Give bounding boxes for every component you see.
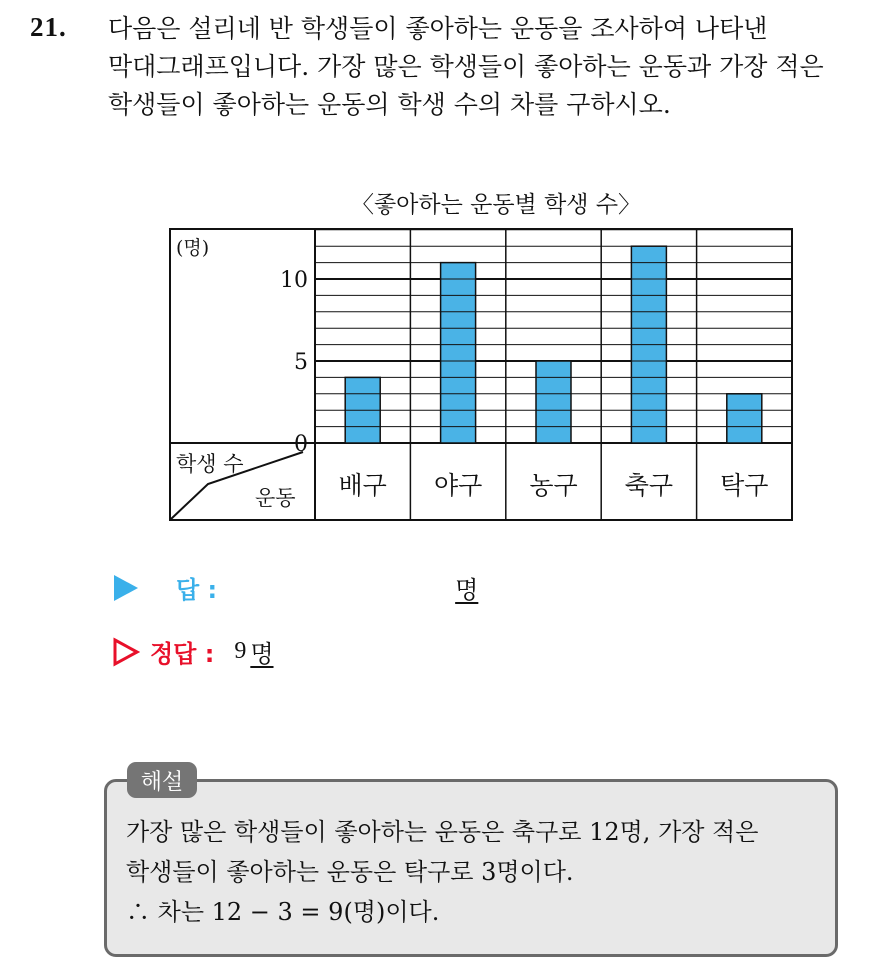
y-tick-label: 5 [294,350,308,375]
question-number: 21. [30,12,67,42]
x-category-label: 농구 [529,471,578,500]
bar-탁구 [727,394,762,443]
explanation-line: ∴ 차는 12 − 3 = 9(명)이다. [126,898,440,926]
chart-y-ticks [280,268,308,457]
question-line: 다음은 설리네 반 학생들이 좋아하는 운동을 조사하여 나타낸 [108,14,768,43]
y-unit-label: (명) [176,237,210,259]
chart-x-categories [339,471,769,500]
bar-농구 [536,361,571,443]
x-category-label: 탁구 [720,471,769,500]
outline-arrow-icon [112,637,140,667]
x-category-label: 축구 [624,471,674,500]
y-tick-label: 10 [280,268,308,293]
x-category-label: 배구 [338,471,387,500]
y-axis-label: 학생 수 [176,452,244,476]
x-axis-label: 운동 [255,486,296,510]
correct-value: 9 [234,638,247,664]
question-line: 막대그래프입니다. 가장 많은 학생들이 좋아하는 운동과 가장 적은 [108,52,824,81]
correct-unit: 명 [250,640,274,668]
explanation-line: 가장 많은 학생들이 좋아하는 운동은 축구로 12명, 가장 적은 [126,818,759,846]
explanation-text [126,812,826,932]
x-category-label: 야구 [433,471,483,500]
correct-label: 정답 : [150,640,215,668]
y-tick-label: 0 [294,432,308,457]
answer-row [112,570,478,605]
answer-unit: 명 [455,576,479,604]
play-arrow-icon [112,573,140,603]
explanation-tag: 해설 [127,762,197,798]
chart-title: 〈좋아하는 운동별 학생 수〉 [350,192,642,218]
question-line: 학생들이 좋아하는 운동의 학생 수의 차를 구하시오. [108,90,671,119]
explanation-line: 학생들이 좋아하는 운동은 탁구로 3명이다. [126,858,574,886]
bar-야구 [441,263,476,443]
outline-arrow-shape [115,640,137,664]
play-arrow-shape [114,575,138,601]
correct-answer-row [112,634,274,669]
answer-label: 답 : [176,576,218,604]
